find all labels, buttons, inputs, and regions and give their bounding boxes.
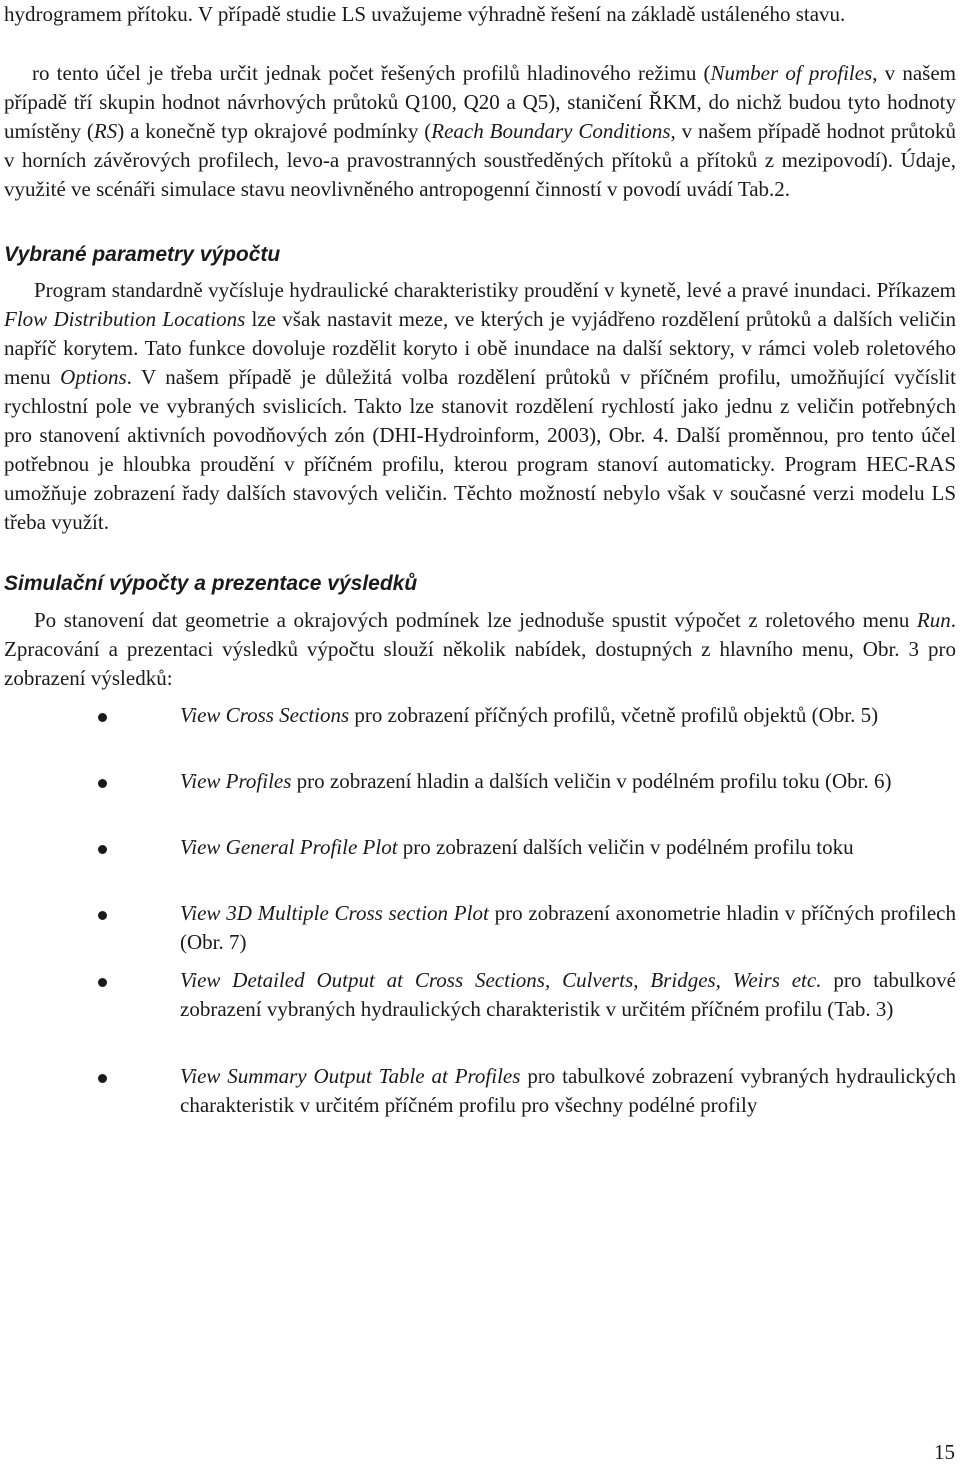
bullet-icon [98,845,107,854]
paragraph-continuation: hydrogramem přítoku. V případě studie LS uvažujeme výhradně řešení na základě ustáleného stavu. [4,2,846,26]
bullet-icon [98,779,107,788]
list-item: View General Profile Plot pro zobrazení dalších veličin v podélném profilu toku [180,833,956,862]
page-number: 15 [934,1440,955,1464]
paragraph-boundary-conditions: ro tento účel je třeba určit jednak počet řešených profilů hladinového režimu (Number of profiles, v našem případě tří skupin hodnot návrhových průtoků Q100, Q20 a Q5), staničení ŘKM, do nichž budou tyto hodnoty umístěny (RS) a konečně typ okrajové podmínky (Reach Boundary Conditions, v našem případě hodnot průtoků v horních závěrových profilech, levo-a pravostranných soustředěných přítoků a přítoků z mezipovodí). Údaje, využité ve scénáři simulace stavu neovlivněného antropogenní činností v povodí uvádí Tab.2. [4,61,956,201]
bullet-icon [98,1074,107,1083]
paragraph-parameters: Program standardně vyčísluje hydraulické charakteristiky proudění v kynetě, levé a pravé inundaci. Příkazem Flow Distribution Locations lze však nastavit meze, ve kterých je vyjádřeno rozdělení průtoků a dalších veličin napříč korytem. Tato funkce dovoluje rozdělit koryto i obě inundace na další sektory, v rámci voleb roletového menu Options. V našem případě je důležitá volba rozdělení průtoků v příčném profilu, umožňující vyčíslit rychlostní pole ve vybraných svislicích. Takto lze stanovit rozdělení rychlostí jako jednu z veličin potřebných pro stanovení aktivních povodňových zón (DHI-Hydroinform, 2003), Obr. 4. Další proměnnou, pro tento účel potřebnou je hloubka proudění v příčném profilu, kterou program stanoví automaticky. Program HEC-RAS umožňuje zobrazení řady dalších stavových veličin. Těchto možností nebylo však v současné verzi modelu LS třeba využít. [4,278,957,534]
section-heading-parameters: Vybrané parametry výpočtu [4,243,281,266]
list-item: View Summary Output Table at Profiles pro tabulkové zobrazení vybraných hydraulických charakteristik v určitém příčném profilu pro všechny podélné profily [180,1062,956,1120]
bullet-icon [98,713,107,722]
list-item: View Cross Sections pro zobrazení příčných profilů, včetně profilů objektů (Obr. 5) [180,701,956,730]
section-heading-simulation: Simulační výpočty a prezentace výsledků [4,572,418,595]
list-item: View 3D Multiple Cross section Plot pro zobrazení axonometrie hladin v příčných profilech (Obr. 7) [180,899,956,957]
paragraph-simulation: Po stanovení dat geometrie a okrajových podmínek lze jednoduše spustit výpočet z roletového menu Run. Zpracování a prezentaci výsledků výpočtu slouží několik nabídek, dostupných z hlavního menu, Obr. 3 pro zobrazení výsledků: [4,608,956,690]
list-item: View Profiles pro zobrazení hladin a dalších veličin v podélném profilu toku (Obr. 6) [180,767,956,796]
list-item: View Detailed Output at Cross Sections, Culverts, Bridges, Weirs etc. pro tabulkové zobrazení vybraných hydraulických charakteristik v určitém příčném profilu (Tab. 3) [180,966,956,1024]
bullet-icon [98,911,107,920]
bullet-icon [98,978,107,987]
